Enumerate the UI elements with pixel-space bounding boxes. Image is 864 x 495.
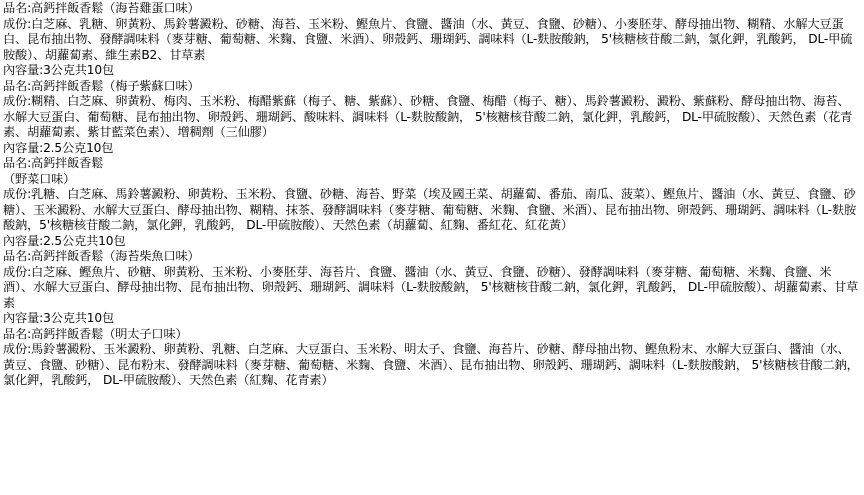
- product-name-line: 品名:高鈣拌飯香鬆: [3, 156, 104, 170]
- product-vegetable: [3, 156, 861, 249]
- product-seaweed-bonito: [3, 249, 861, 327]
- net-content-line: 內容量:2.5公克10包: [3, 140, 114, 155]
- product-name-line: 品名:高鈣拌飯香鬆（梅子紫蘇口味）: [3, 78, 200, 93]
- ingredients-line: 成份:糊精、白芝麻、卵黃粉、梅肉、玉米粉、梅醋紫蘇（梅子、糖、紫蘇）、砂糖、食鹽、梅醋（梅子、糖）、馬鈴薯澱粉、澱粉、紫蘇粉、酵母抽出物、海苔、水解大豆蛋白、葡萄糖、昆布抽出物、卵殼鈣、珊瑚鈣、酸味料、調味料（L-麩胺酸鈉， 5'核糖核苷酸二鈉，氯化鉀，乳酸鈣， DL-甲硫胺酸）、天然色素（花青素、胡蘿蔔素、紫甘藍菜色素）、增稠劑（三仙膠）: [3, 94, 853, 139]
- ingredients-line: 成份:白芝麻、乳糖、卵黃粉、馬鈴薯澱粉、砂糖、海苔、玉米粉、鰹魚片、食鹽、醬油（水、黃豆、食鹽、砂糖）、小麥胚芽、酵母抽出物、糊精、水解大豆蛋白、昆布抽出物、發酵調味料（麥芽糖、葡萄糖、米麴、食鹽、米酒）、卵殼鈣、珊瑚鈣、調味料（L-麩胺酸鈉， 5'核糖核苷酸二鈉，氯化鉀，乳酸鈣， DL-甲硫胺酸）、胡蘿蔔素、維生素B2、甘草素: [3, 16, 853, 62]
- product-name-line: 品名:高鈣拌飯香鬆（明太子口味）: [3, 326, 188, 341]
- net-content-line: 內容量:2.5公克共10包: [3, 233, 126, 248]
- ingredients-line: 成份:馬鈴薯澱粉、玉米澱粉、卵黃粉、乳糖、白芝麻、大豆蛋白、玉米粉、明太子、食鹽、海苔片、砂糖、酵母抽出物、鰹魚粉末、水解大豆蛋白、醬油（水、黃豆、食鹽、砂糖）、昆布粉末、發酵調味料（麥芽糖、葡萄糖、米麴、食鹽、米酒）、昆布抽出物、卵殼鈣、珊瑚鈣、調味料（L-麩胺酸鈉， 5'核糖核苷酸二鈉，氯化鉀，乳酸鈣， DL-甲硫胺酸）、天然色素（紅麴、花青素）: [3, 342, 859, 387]
- product-name-line: 品名:高鈣拌飯香鬆（海苔柴魚口味）: [3, 249, 200, 263]
- product-seaweed-egg: [3, 1, 861, 79]
- ingredients-line: 成份:乳糖、白芝麻、馬鈴薯澱粉、卵黃粉、玉米粉、食鹽、砂糖、海苔、野菜（埃及國王菜、胡蘿蔔、番茄、南瓜、菠菜）、鰹魚片、醬油（水、黃豆、食鹽、砂糖）、玉米澱粉、水解大豆蛋白、酵母抽出物、糊精、抹茶、發酵調味料（麥芽糖、葡萄糖、米麴、食鹽、米酒）、昆布抽出物、卵殼鈣、珊瑚鈣、調味料（L-麩胺酸鈉，5'核糖核苷酸二鈉，氯化鉀，乳酸鈣， DL-甲硫胺酸）、天然色素（胡蘿蔔、紅麴、番紅花、紅花黃）: [3, 187, 857, 232]
- product-mentaiko: [3, 327, 861, 389]
- product-name-line: 品名:高鈣拌飯香鬆（海苔雞蛋口味）: [3, 1, 200, 15]
- net-content-line: 內容量:3公克共10包: [3, 63, 115, 77]
- net-content-line: 內容量:3公克共10包: [3, 311, 115, 325]
- product-flavor-line: （野菜口味）: [3, 171, 76, 186]
- ingredients-line: 成份:白芝麻、鰹魚片、砂糖、卵黃粉、玉米粉、小麥胚芽、海苔片、食鹽、醬油（水、黃豆、食鹽、砂糖）、發酵調味料（麥芽糖、葡萄糖、米麴、食鹽、米酒）、水解大豆蛋白、酵母抽出物、昆布抽出物、卵殼鈣、珊瑚鈣、調味料（L-麩胺酸鈉， 5'核糖核苷酸二鈉，氯化鉀，乳酸鈣， DL-甲硫胺酸）、胡蘿蔔素、甘草素: [3, 264, 859, 310]
- product-plum-shiso: [3, 79, 861, 157]
